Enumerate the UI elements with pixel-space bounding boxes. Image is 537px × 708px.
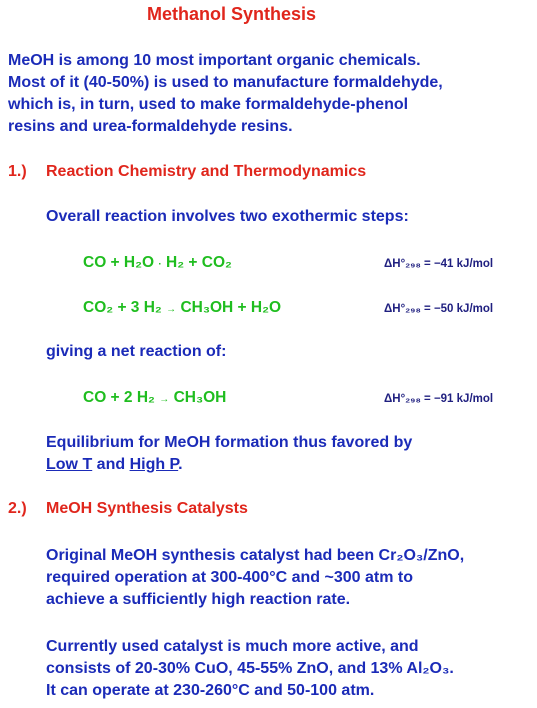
intro-line: resins and urea-formaldehyde resins. [8, 118, 293, 135]
reaction-2-rhs: CH₃OH + H₂O [180, 299, 282, 316]
reaction-arrow-icon: · [158, 259, 162, 270]
period-text: . [178, 456, 183, 473]
catalyst-line: Original MeOH synthesis catalyst had been Cr₂O₃/ZnO, [46, 547, 465, 564]
intro-paragraph [8, 50, 443, 138]
section-2-number: 2.) [8, 500, 27, 517]
reaction-3-enthalpy: ΔH°₂₉₈ = −91 kJ/mol [384, 393, 494, 405]
catalyst-line: Currently used catalyst is much more active, and [46, 638, 419, 655]
section-2-heading: MeOH Synthesis Catalysts [46, 500, 248, 517]
section-1-number: 1.) [8, 163, 27, 180]
equilibrium-line: Equilibrium for MeOH formation thus favored by [46, 434, 413, 451]
intro-line: Most of it (40-50%) is used to manufacture formaldehyde, [8, 74, 443, 91]
equilibrium-paragraph [46, 432, 412, 476]
catalyst-line: achieve a sufficiently high reaction rate. [46, 591, 351, 608]
reaction-1-lhs: CO + H₂O [83, 254, 155, 271]
net-reaction-text: giving a net reaction of: [46, 343, 227, 360]
reaction-1-equation [83, 254, 232, 272]
and-text: and [92, 456, 130, 473]
catalyst-paragraph-2 [46, 636, 454, 702]
low-t-text: Low T [46, 456, 93, 473]
intro-line: which is, in turn, used to make formaldehyde-phenol [8, 96, 409, 113]
reaction-1-enthalpy: ΔH°₂₉₈ = −41 kJ/mol [384, 258, 494, 270]
reaction-2-equation [83, 299, 281, 317]
page-title: Methanol Synthesis [147, 4, 317, 24]
reaction-3-rhs: CH₃OH [173, 389, 227, 406]
catalyst-line: It can operate at 230-260°C and 50-100 atm. [46, 682, 375, 699]
intro-line: MeOH is among 10 most important organic chemicals. [8, 52, 421, 69]
reaction-arrow-icon: → [159, 394, 170, 405]
catalyst-line: consists of 20-30% CuO, 45-55% ZnO, and 13% Al₂O₃. [46, 660, 454, 677]
high-p-text: High P [129, 456, 179, 473]
reaction-arrow-icon: → [166, 304, 177, 315]
equilibrium-line [46, 454, 412, 476]
reaction-1-rhs: H₂ + CO₂ [166, 254, 232, 271]
reaction-3-lhs: CO + 2 H₂ [83, 389, 155, 406]
reaction-3-equation [83, 389, 226, 407]
reaction-2-enthalpy: ΔH°₂₉₈ = −50 kJ/mol [384, 303, 494, 315]
catalyst-line: required operation at 300-400°C and ~300 atm to [46, 569, 413, 586]
reaction-2-lhs: CO₂ + 3 H₂ [83, 299, 162, 316]
catalyst-paragraph-1 [46, 545, 464, 611]
section-1-heading: Reaction Chemistry and Thermodynamics [46, 163, 367, 180]
overall-reaction-text: Overall reaction involves two exothermic steps: [46, 208, 409, 225]
